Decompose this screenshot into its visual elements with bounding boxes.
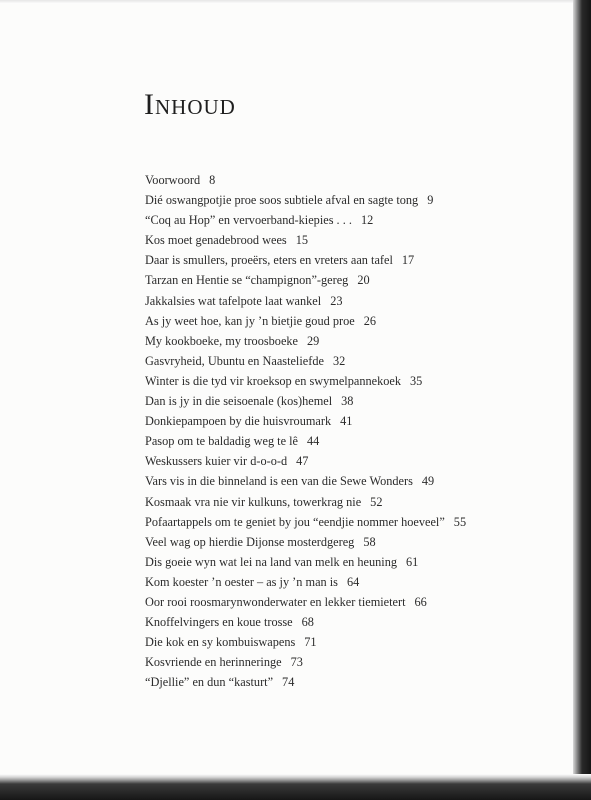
toc-entry [145, 170, 466, 190]
toc-entry-page-number: 38 [341, 394, 354, 409]
toc-entry [145, 391, 466, 411]
toc-entry [145, 411, 466, 431]
toc-entry [145, 351, 466, 371]
toc-entry-title: Kosvriende en herinneringe [145, 655, 282, 670]
toc-entry-page-number: 61 [406, 554, 419, 569]
toc-entry-title: Tarzan en Hentie se “champignon”-gereg [145, 273, 349, 288]
toc-entry-title: Jakkalsies wat tafelpote laat wankel [145, 293, 322, 308]
toc-entry-page-number: 73 [290, 655, 303, 670]
toc-entry [145, 592, 466, 612]
toc-entry-page-number: 15 [295, 233, 309, 248]
toc-entry-page-number: 49 [421, 474, 435, 489]
toc-entry-title: My kookboeke, my troosboeke [145, 333, 299, 348]
toc-entry-title: Weskussers kuier vir d-o-o-d [145, 454, 288, 469]
toc-entry [145, 532, 466, 552]
toc-entry-title: Kos moet genadebrood wees [145, 233, 287, 248]
toc-entry-page-number: 64 [346, 574, 360, 589]
toc-entry-title: Kosmaak vra nie vir kulkuns, towerkrag nie [145, 494, 362, 509]
toc-entry [145, 492, 466, 512]
toc-entry-title: Pofaartappels om te geniet by jou “eendjie nommer hoeveel” [145, 514, 445, 529]
toc-entry [145, 612, 466, 632]
toc-entry-page-number: 44 [307, 434, 320, 449]
toc-entry-title: Donkiepampoen by die huisvroumark [145, 414, 332, 429]
toc-entry-page-number: 58 [363, 534, 376, 549]
toc-entry-page-number: 47 [296, 454, 309, 469]
toc-entry-page-number: 52 [370, 494, 383, 509]
toc-entry [145, 512, 466, 532]
toc-entry-title: Dan is jy in die seisoenale (kos)hemel [145, 394, 333, 409]
page-title: Inhoud [144, 88, 236, 121]
toc-entry-page-number: 29 [307, 333, 320, 348]
toc-entry-title: Gasvryheid, Ubuntu en Naasteliefde [145, 353, 324, 368]
scan-edge-bottom [0, 774, 591, 800]
toc-entry-title: “Djellie” en dun “kasturt” [145, 675, 274, 690]
scan-edge-right [573, 0, 591, 800]
toc-entry [145, 270, 466, 290]
toc-entry-title: As jy weet hoe, kan jy ’n bietjie goud proe [145, 313, 355, 328]
toc-entry [145, 230, 466, 250]
toc-entry-page-number: 12 [360, 213, 374, 228]
scan-edge-top [0, 0, 591, 4]
toc-entry [145, 471, 466, 491]
toc-entry-page-number: 66 [414, 594, 427, 609]
toc-entry-page-number: 9 [427, 193, 434, 208]
toc-entry-title: Veel wag op hierdie Dijonse mosterdgereg [145, 534, 355, 549]
toc-entry-title: Oor rooi roosmarynwonderwater en lekker tiemietert [145, 594, 406, 609]
toc-entry [145, 451, 466, 471]
toc-entry-page-number: 71 [304, 635, 317, 650]
table-of-contents [145, 170, 466, 692]
toc-entry-title: Vars vis in die binneland is een van die Sewe Wonders [145, 474, 413, 489]
toc-entry-page-number: 8 [209, 173, 216, 187]
toc-entry [145, 672, 466, 692]
toc-entry [145, 311, 466, 331]
toc-entry-title: Voorwoord [145, 173, 201, 187]
toc-entry [145, 250, 466, 270]
toc-entry-page-number: 41 [340, 414, 353, 429]
toc-entry [145, 632, 466, 652]
toc-entry [145, 552, 466, 572]
toc-entry-title: Pasop om te baldadig weg te lê [145, 434, 298, 449]
toc-entry-title: Die kok en sy kombuiswapens [145, 635, 296, 650]
toc-entry-title: Kom koester ’n oester – as jy ’n man is [145, 574, 338, 589]
toc-entry-page-number: 55 [453, 514, 467, 529]
toc-entry-title: Knoffelvingers en koue trosse [145, 615, 293, 630]
toc-entry [145, 371, 466, 391]
toc-entry-title: Dié oswangpotjie proe soos subtiele afval en sagte tong [145, 193, 419, 208]
toc-entry-page-number: 74 [282, 675, 295, 690]
toc-entry-page-number: 23 [330, 293, 343, 308]
toc-entry [145, 652, 466, 672]
toc-entry-title: “Coq au Hop” en vervoerband-kiepies . . . [145, 213, 352, 228]
toc-entry-page-number: 17 [401, 253, 415, 268]
toc-entry [145, 572, 466, 592]
toc-entry-page-number: 68 [301, 615, 314, 630]
toc-entry [145, 431, 466, 451]
toc-entry [145, 331, 466, 351]
toc-entry-title: Daar is smullers, proeërs, eters en vreters aan tafel [145, 253, 393, 268]
toc-entry [145, 190, 466, 210]
toc-entry-title: Dis goeie wyn wat lei na land van melk en heuning [145, 554, 398, 569]
toc-entry-page-number: 35 [409, 373, 423, 388]
toc-entry-page-number: 32 [332, 353, 346, 368]
toc-entry-page-number: 20 [357, 273, 370, 288]
toc-entry [145, 291, 466, 311]
toc-entry [145, 210, 466, 230]
toc-entry-title: Winter is die tyd vir kroeksop en swymelpannekoek [145, 373, 401, 388]
toc-entry-page-number: 26 [363, 313, 376, 328]
